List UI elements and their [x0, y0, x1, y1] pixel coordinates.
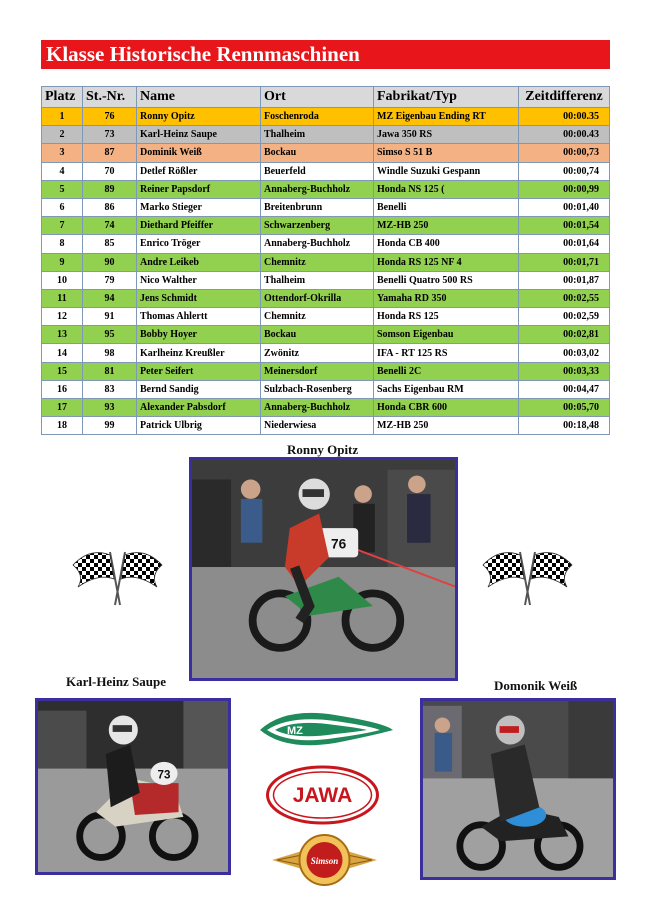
cell-name: Nico Walther: [137, 271, 261, 289]
cell-zeitdifferenz: 00:04,47: [519, 380, 610, 398]
cell-name: Reiner Papsdorf: [137, 180, 261, 198]
table-row: [42, 380, 610, 398]
cell-platz: 18: [42, 417, 83, 435]
cell-fabrikat: Jawa 350 RS: [374, 126, 519, 144]
cell-platz: 10: [42, 271, 83, 289]
cell-fabrikat: Benelli 2C: [374, 362, 519, 380]
svg-text:MZ: MZ: [287, 725, 303, 737]
cell-fabrikat: Honda RS 125 NF 4: [374, 253, 519, 271]
table-row: [42, 162, 610, 180]
cell-platz: 1: [42, 108, 83, 126]
cell-startnummer: 93: [83, 399, 137, 417]
cell-ort: Foschenroda: [261, 108, 374, 126]
cell-ort: Annaberg-Buchholz: [261, 180, 374, 198]
jawa-logo: [265, 765, 380, 825]
cell-ort: Annaberg-Buchholz: [261, 235, 374, 253]
table-row: [42, 326, 610, 344]
cell-ort: Annaberg-Buchholz: [261, 399, 374, 417]
table-row: [42, 271, 610, 289]
cell-ort: Thalheim: [261, 126, 374, 144]
cell-platz: 9: [42, 253, 83, 271]
page-title: Klasse Historische Rennmaschinen: [41, 40, 610, 69]
cell-fabrikat: Yamaha RD 350: [374, 289, 519, 307]
cell-name: Karlheinz Kreußler: [137, 344, 261, 362]
cell-startnummer: 83: [83, 380, 137, 398]
table-header-row: [42, 87, 610, 108]
table-row: [42, 108, 610, 126]
race-number-second: 73: [157, 768, 171, 782]
table-row: [42, 308, 610, 326]
cell-ort: Zwönitz: [261, 344, 374, 362]
cell-startnummer: 79: [83, 271, 137, 289]
cell-ort: Schwarzenberg: [261, 217, 374, 235]
cell-startnummer: 87: [83, 144, 137, 162]
cell-fabrikat: Benelli Quatro 500 RS: [374, 271, 519, 289]
cell-platz: 16: [42, 380, 83, 398]
cell-ort: Meinersdorf: [261, 362, 374, 380]
race-photo-third: [420, 698, 616, 880]
cell-platz: 12: [42, 308, 83, 326]
cell-fabrikat: MZ-HB 250: [374, 217, 519, 235]
cell-platz: 2: [42, 126, 83, 144]
cell-startnummer: 85: [83, 235, 137, 253]
cell-zeitdifferenz: 00:00,73: [519, 144, 610, 162]
col-zeitdifferenz: Zeitdifferenz: [519, 87, 610, 108]
cell-startnummer: 70: [83, 162, 137, 180]
cell-fabrikat: Honda CBR 600: [374, 399, 519, 417]
table-row: [42, 126, 610, 144]
cell-name: Peter Seifert: [137, 362, 261, 380]
cell-zeitdifferenz: 00:01,40: [519, 198, 610, 216]
cell-zeitdifferenz: 00:02,55: [519, 289, 610, 307]
cell-platz: 17: [42, 399, 83, 417]
cell-zeitdifferenz: 00:03,33: [519, 362, 610, 380]
table-row: [42, 344, 610, 362]
cell-zeitdifferenz: 00:03,02: [519, 344, 610, 362]
cell-platz: 11: [42, 289, 83, 307]
col-platz: Platz: [42, 87, 83, 108]
cell-name: Bernd Sandig: [137, 380, 261, 398]
cell-startnummer: 81: [83, 362, 137, 380]
cell-ort: Chemnitz: [261, 308, 374, 326]
table-row: [42, 180, 610, 198]
col-name: Name: [137, 87, 261, 108]
cell-fabrikat: Somson Eigenbau: [374, 326, 519, 344]
cell-startnummer: 90: [83, 253, 137, 271]
cell-platz: 6: [42, 198, 83, 216]
cell-fabrikat: MZ Eigenbau Ending RT: [374, 108, 519, 126]
cell-startnummer: 73: [83, 126, 137, 144]
col-startnummer: St.-Nr.: [83, 87, 137, 108]
cell-fabrikat: IFA - RT 125 RS: [374, 344, 519, 362]
cell-startnummer: 95: [83, 326, 137, 344]
cell-platz: 8: [42, 235, 83, 253]
cell-platz: 5: [42, 180, 83, 198]
cell-startnummer: 86: [83, 198, 137, 216]
race-photo-first: [189, 457, 458, 681]
cell-name: Dominik Weiß: [137, 144, 261, 162]
cell-startnummer: 99: [83, 417, 137, 435]
table-row: [42, 399, 610, 417]
cell-name: Andre Leikeb: [137, 253, 261, 271]
cell-name: Ronny Opitz: [137, 108, 261, 126]
checkered-flag-icon: [480, 547, 575, 607]
cell-ort: Niederwiesa: [261, 417, 374, 435]
cell-name: Karl-Heinz Saupe: [137, 126, 261, 144]
cell-fabrikat: Honda RS 125: [374, 308, 519, 326]
svg-text:JAWA: JAWA: [292, 784, 353, 807]
table-row: [42, 198, 610, 216]
svg-text:Simson: Simson: [310, 856, 339, 866]
cell-platz: 3: [42, 144, 83, 162]
cell-zeitdifferenz: 00:01,87: [519, 271, 610, 289]
cell-fabrikat: Honda NS 125 (: [374, 180, 519, 198]
cell-zeitdifferenz: 00:00,99: [519, 180, 610, 198]
cell-name: Bobby Hoyer: [137, 326, 261, 344]
cell-zeitdifferenz: 00:01,54: [519, 217, 610, 235]
photo-caption-first: Ronny Opitz: [287, 442, 359, 457]
cell-fabrikat: Windle Suzuki Gespann: [374, 162, 519, 180]
cell-ort: Beuerfeld: [261, 162, 374, 180]
cell-zeitdifferenz: 00:00,74: [519, 162, 610, 180]
table-row: [42, 417, 610, 435]
cell-zeitdifferenz: 00:01,64: [519, 235, 610, 253]
cell-name: Thomas Ahlertt: [137, 308, 261, 326]
cell-platz: 15: [42, 362, 83, 380]
cell-zeitdifferenz: 00:00.35: [519, 108, 610, 126]
photo-caption-second: Karl-Heinz Saupe: [66, 674, 167, 689]
cell-startnummer: 98: [83, 344, 137, 362]
table-row: [42, 235, 610, 253]
mz-logo: [255, 705, 395, 755]
cell-ort: Sulzbach-Rosenberg: [261, 380, 374, 398]
cell-ort: Bockau: [261, 326, 374, 344]
cell-startnummer: 89: [83, 180, 137, 198]
simson-logo: [272, 833, 377, 888]
cell-name: Patrick Ulbrig: [137, 417, 261, 435]
race-photo-second: [35, 698, 231, 875]
cell-startnummer: 94: [83, 289, 137, 307]
col-fabrikat: Fabrikat/Typ: [374, 87, 519, 108]
cell-ort: Chemnitz: [261, 253, 374, 271]
cell-name: Diethard Pfeiffer: [137, 217, 261, 235]
cell-name: Marko Stieger: [137, 198, 261, 216]
cell-ort: Bockau: [261, 144, 374, 162]
cell-platz: 14: [42, 344, 83, 362]
photo-caption-third: Domonik Weiß: [494, 678, 578, 693]
cell-startnummer: 76: [83, 108, 137, 126]
cell-zeitdifferenz: 00:18,48: [519, 417, 610, 435]
cell-fabrikat: Simso S 51 B: [374, 144, 519, 162]
cell-startnummer: 91: [83, 308, 137, 326]
cell-fabrikat: Sachs Eigenbau RM: [374, 380, 519, 398]
cell-zeitdifferenz: 00:05,70: [519, 399, 610, 417]
cell-name: Alexander Pabsdorf: [137, 399, 261, 417]
table-row: [42, 289, 610, 307]
cell-ort: Thalheim: [261, 271, 374, 289]
cell-zeitdifferenz: 00:02,81: [519, 326, 610, 344]
cell-startnummer: 74: [83, 217, 137, 235]
cell-platz: 13: [42, 326, 83, 344]
cell-platz: 7: [42, 217, 83, 235]
cell-name: Enrico Tröger: [137, 235, 261, 253]
cell-platz: 4: [42, 162, 83, 180]
cell-fabrikat: Honda CB 400: [374, 235, 519, 253]
table-row: [42, 144, 610, 162]
cell-fabrikat: MZ-HB 250: [374, 417, 519, 435]
table-row: [42, 253, 610, 271]
cell-name: Detlef Rößler: [137, 162, 261, 180]
race-number-first: 76: [331, 536, 347, 552]
checkered-flag-icon: [70, 547, 165, 607]
cell-ort: Breitenbrunn: [261, 198, 374, 216]
cell-fabrikat: Benelli: [374, 198, 519, 216]
table-row: [42, 217, 610, 235]
cell-zeitdifferenz: 00:00.43: [519, 126, 610, 144]
table-row: [42, 362, 610, 380]
cell-name: Jens Schmidt: [137, 289, 261, 307]
cell-zeitdifferenz: 00:02,59: [519, 308, 610, 326]
results-table: [41, 86, 610, 435]
cell-zeitdifferenz: 00:01,71: [519, 253, 610, 271]
col-ort: Ort: [261, 87, 374, 108]
cell-ort: Ottendorf-Okrilla: [261, 289, 374, 307]
